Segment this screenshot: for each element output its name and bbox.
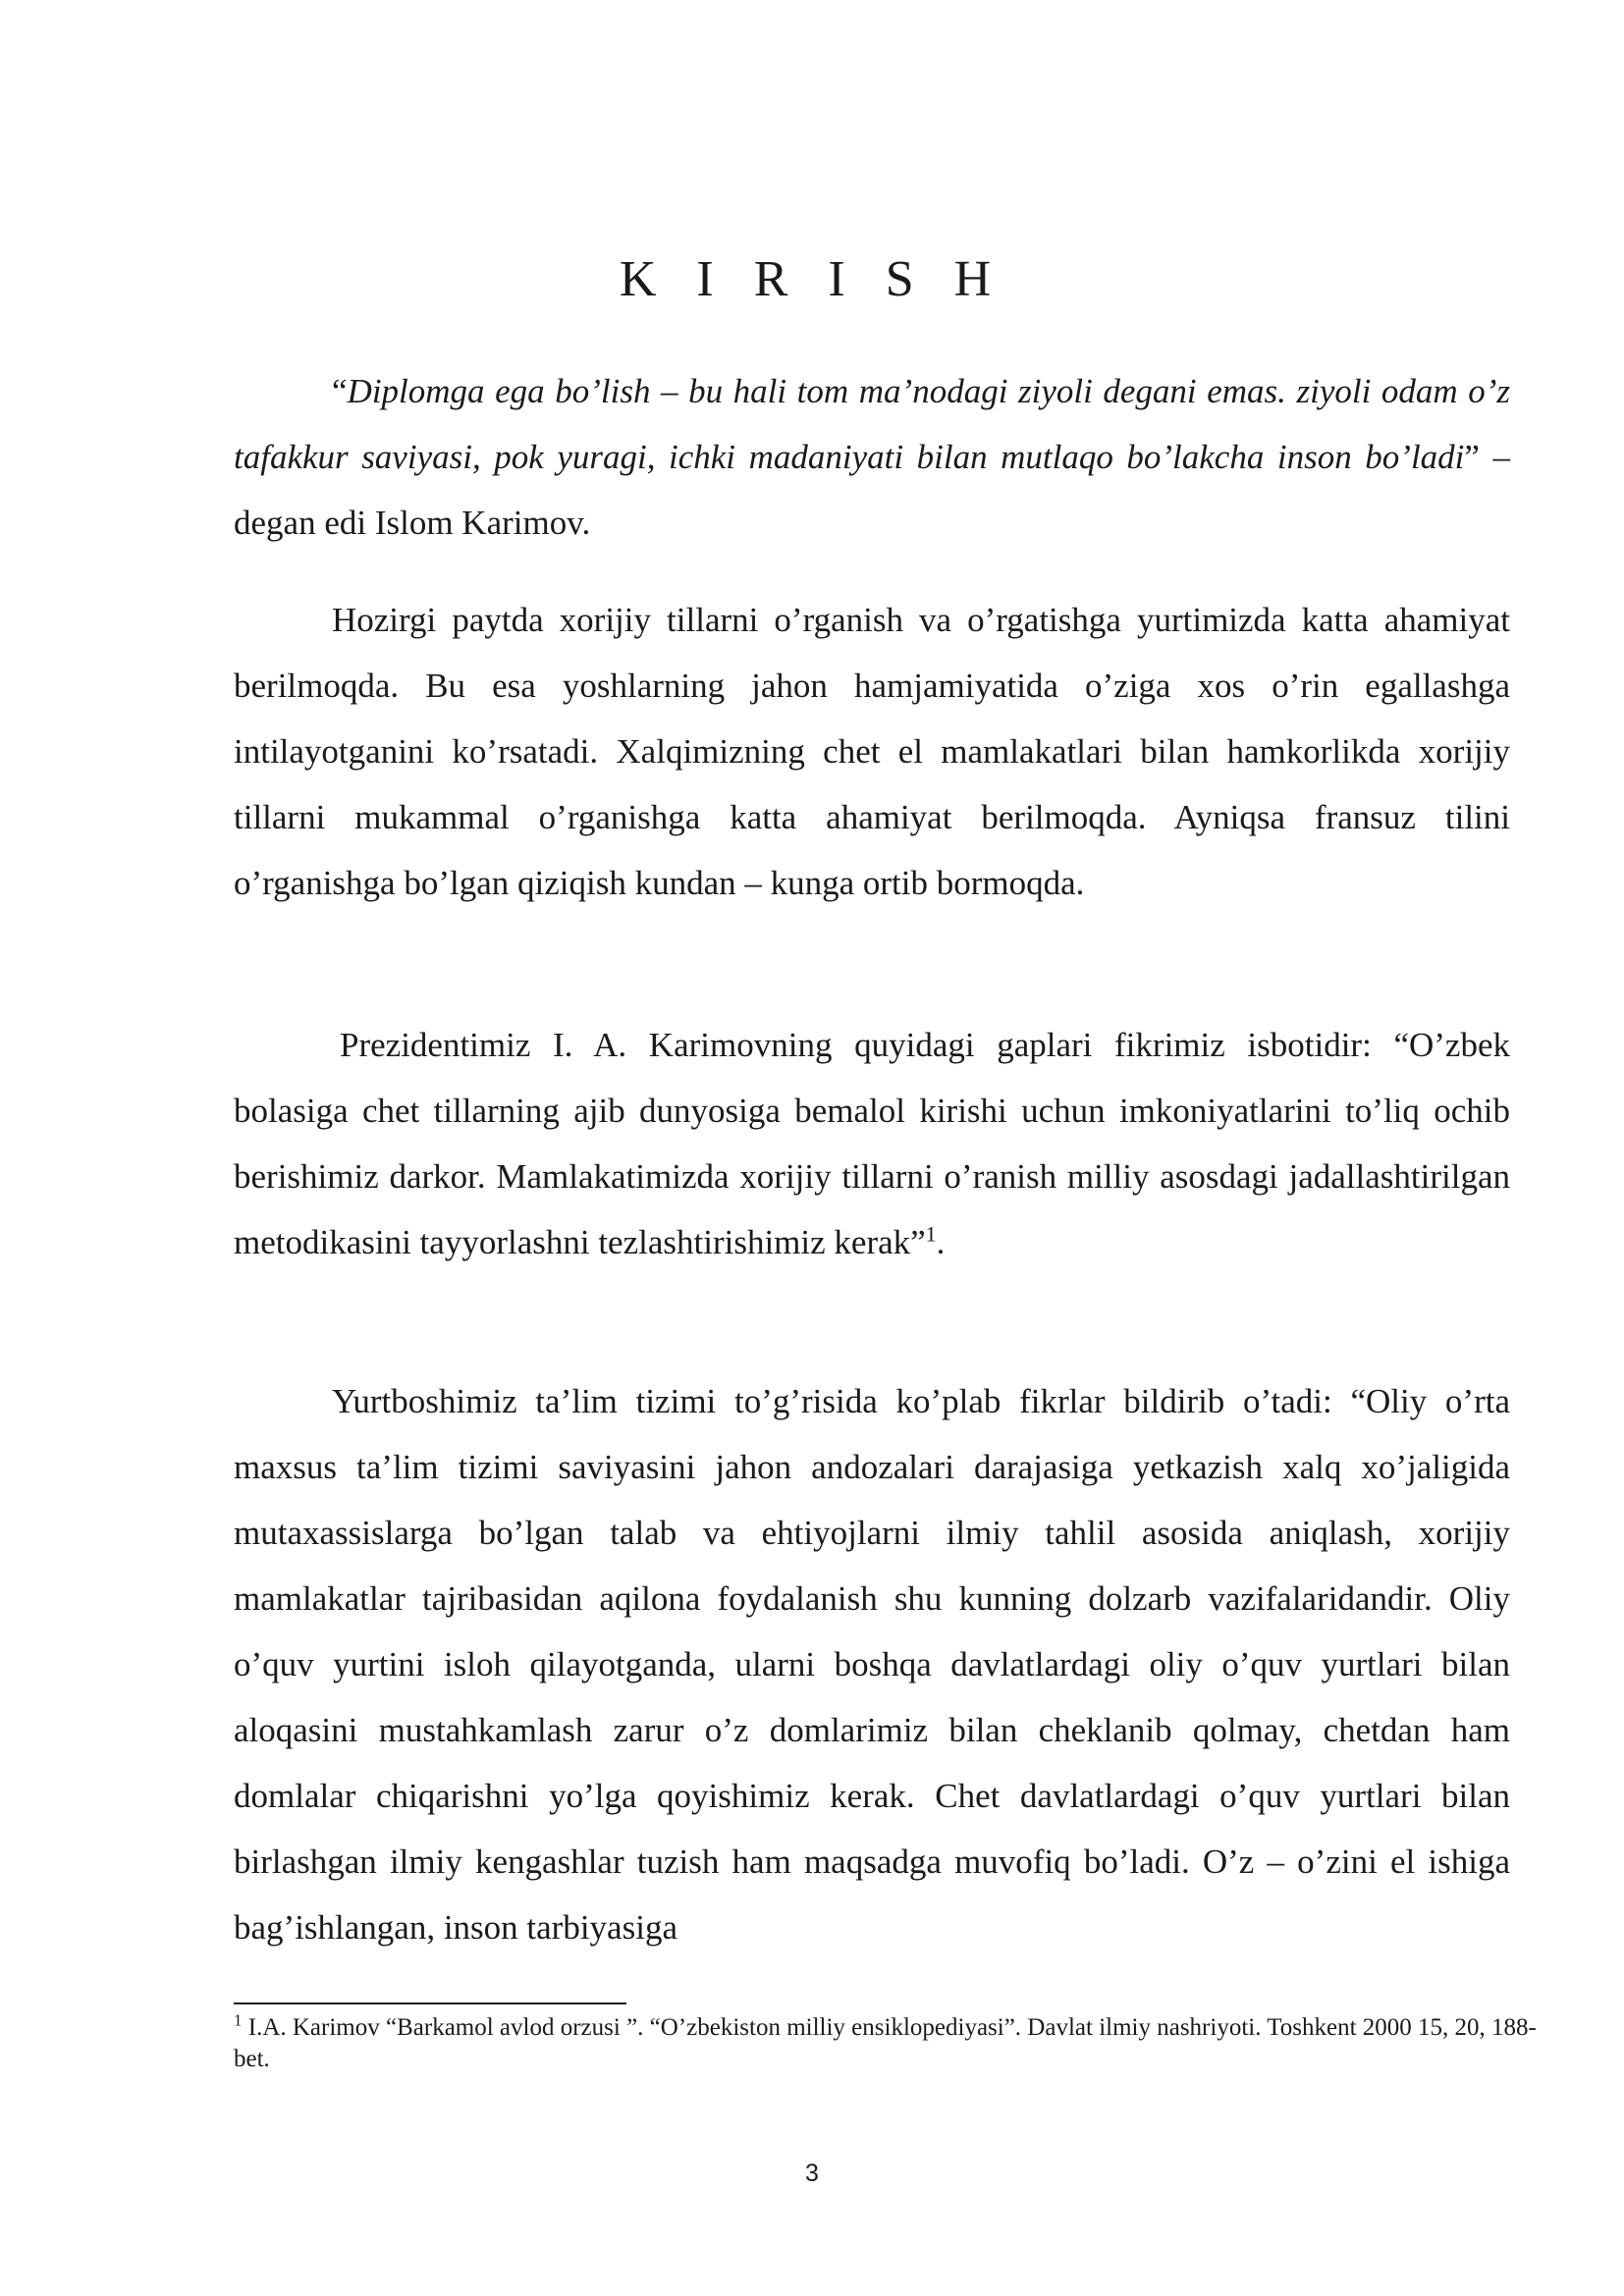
paragraph-block-4 (234, 1368, 1510, 1960)
italic-quote: Diplomga ega bo’lish – bu hali tom ma’nodagi ziyoli degani emas. ziyoli odam o’z tafakkur saviyasi, pok yuragi, ichki madaniyati bilan mutlaqo bo’lakcha inson bo’ladi (234, 372, 1510, 476)
paragraph-3-end: . (936, 1223, 946, 1261)
footnote-marker: 1 (234, 2010, 243, 2030)
footnote (234, 2012, 1540, 2075)
paragraph-3-text: Prezidentimiz I. A. Karimovning quyidagi gaplari fikrimiz isbotidir: “O’zbek bolasiga chet tillarning ajib dunyosiga bemalol kirishi uchun imkoniyatlarini to’liq ochib berishimiz darkor. Mamlakatimizda xorijiy tillarni o’ranish milliy asosdagi jadallashtirilgan metodikasini tayyorlashni tezlashtirishimiz kerak” (234, 1026, 1510, 1261)
paragraph-block-3 (234, 1012, 1510, 1275)
paragraph-quote (234, 358, 1510, 556)
page-title: K I R I S H (619, 251, 1005, 307)
paragraph-4: Yurtboshimiz ta’lim tizimi to’g’risida ko’plab fikrlar bildirib o’tadi: “Oliy o’rta maxsus ta’lim tizimi saviyasini jahon andozalari darajasiga yetkazish xalq xo’jaligida mutaxassislarga bo’lgan talab va ehtiyojlarni ilmiy tahlil asosida aniqlash, xorijiy mamlakatlar tajribasidan aqilona foydalanish shu kunning dolzarb vazifalaridandir. Oliy o’quv yurtini isloh qilayotganda, ularni boshqa davlatlardagi oliy o’quv yurtlari bilan aloqasini mustahkamlash zarur o’z domlarimiz bilan cheklanib qolmay, chetdan ham domlalar chiqarishni yo’lga qoyishimiz kerak. Chet davlatlardagi o’quv yurtlari bilan birlashgan ilmiy kengashlar tuzish ham maqsadga muvofiq bo’ladi. O’z – o’zini el ishiga bag’ishlangan, inson tarbiyasiga (234, 1382, 1510, 1947)
page-number: 3 (805, 2160, 819, 2187)
paragraph-2: Hozirgi paytda xorijiy tillarni o’rganish va o’rgatishga yurtimizda katta ahamiyat berilmoqda. Bu esa yoshlarning jahon hamjamiyatida o’ziga xos o’rin egallashga intilayotganini ko’rsatadi. Xalqimizning chet el mamlakatlari bilan hamkorlikda xorijiy tillarni mukammal o’rganishga katta ahamiyat berilmoqda. Ayniqsa fransuz tilini o’rganishga bo’lgan qiziqish kundan – kunga ortib bormoqda. (234, 601, 1510, 902)
paragraph-block-2 (234, 587, 1510, 916)
footnote-text: I.A. Karimov “Barkamol avlod orzusi ”. “O’zbekiston milliy ensiklopediyasi”. Davlat ilmiy nashriyoti. Toshkent 2000 15, 20, 188-bet. (234, 2014, 1537, 2072)
footnote-divider (234, 2002, 626, 2004)
open-quote: “ (332, 372, 348, 410)
footnote-reference: 1 (925, 1221, 937, 1247)
paragraph-3 (234, 1012, 1510, 1275)
quote-attribution: ” – degan edi Islom Karimov. (234, 438, 1510, 542)
paragraph-1 (234, 358, 1510, 556)
